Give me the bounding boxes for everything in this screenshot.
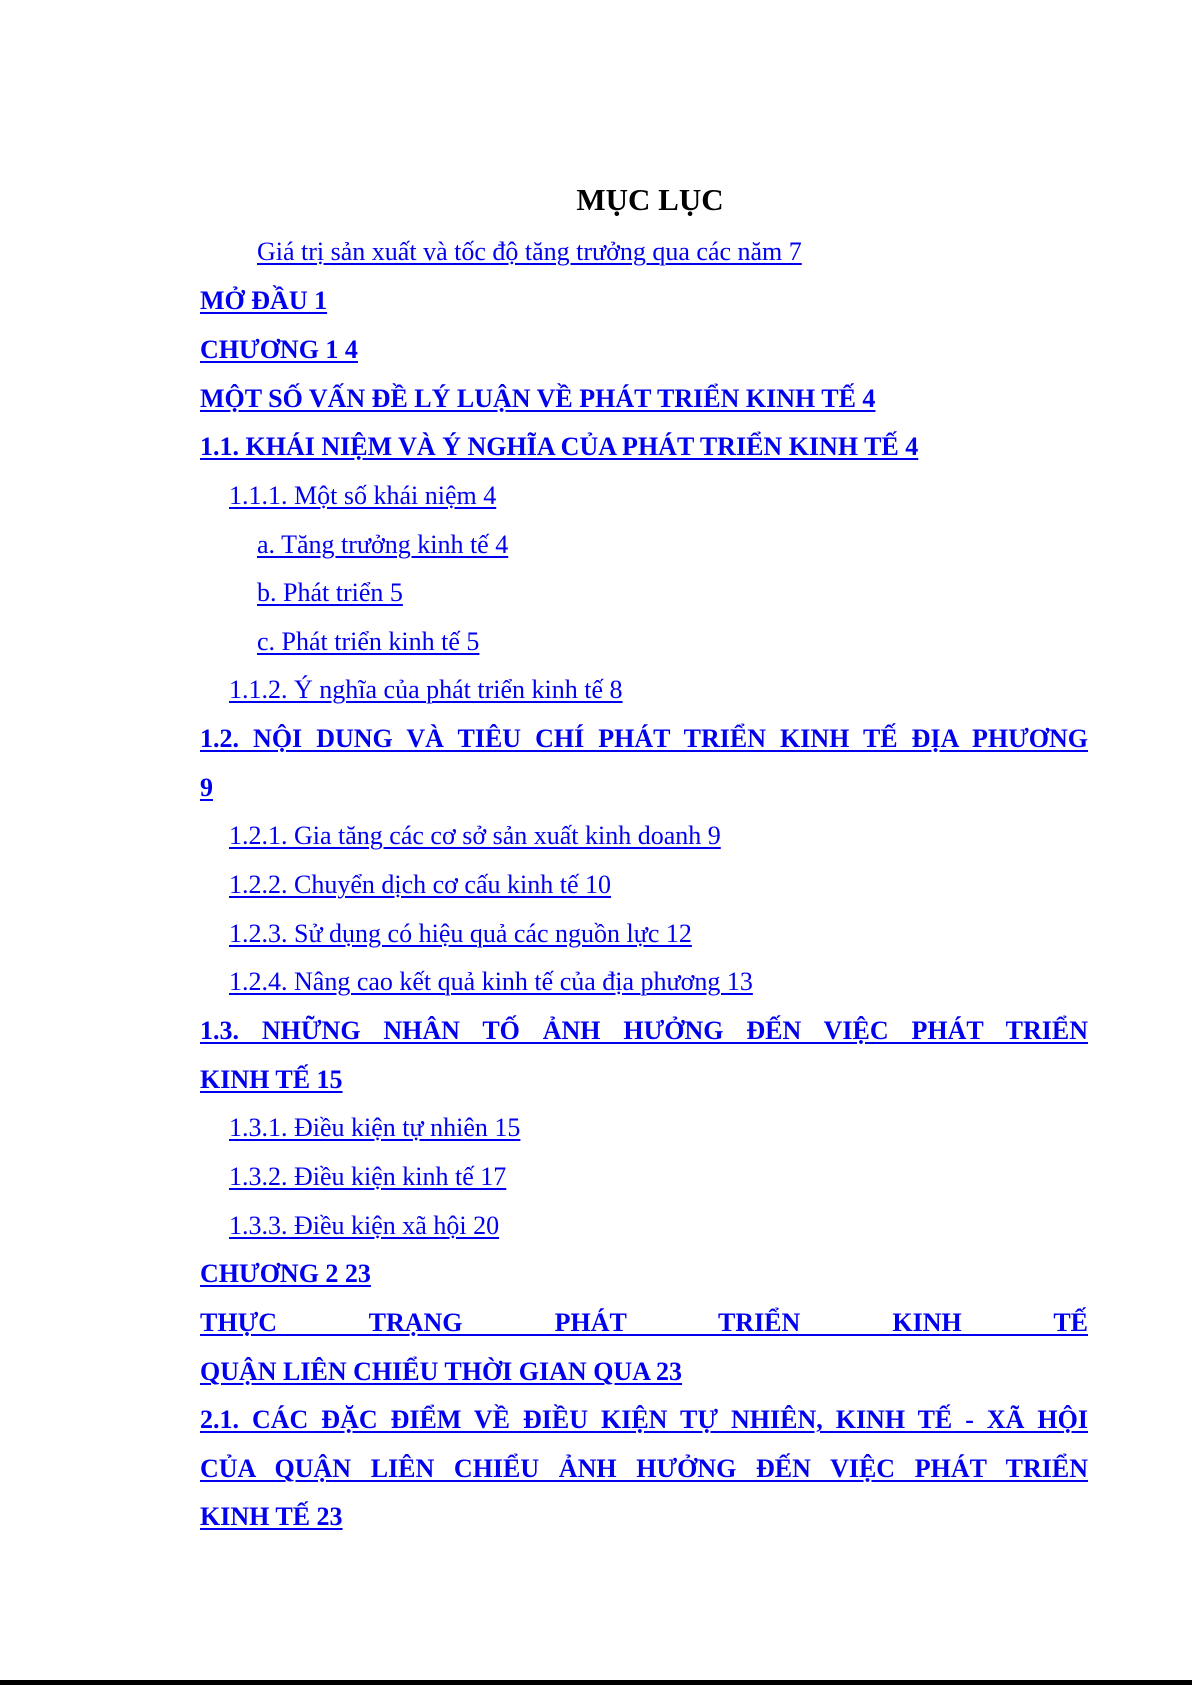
toc-entry-chapter-1-title[interactable]: MỘT SỐ VẤN ĐỀ LÝ LUẬN VỀ PHÁT TRIỂN KINH TẾ 4 (200, 384, 876, 413)
toc-entry-section-1-3-1[interactable]: 1.3.1. Điều kiện tự nhiên 15 (229, 1113, 521, 1142)
page-bottom-edge (0, 1680, 1192, 1685)
toc-entry-section-1-3-cont[interactable]: KINH TẾ 15 (200, 1065, 343, 1094)
toc-entry-introduction[interactable]: MỞ ĐẦU 1 (200, 286, 328, 315)
toc-entry-section-1-2-page[interactable]: 9 (200, 773, 213, 802)
toc-entry-section-1-1[interactable]: 1.1. KHÁI NIỆM VÀ Ý NGHĨA CỦA PHÁT TRIỂN KINH TẾ 4 (200, 432, 919, 461)
toc-entry-item-a[interactable]: a. Tăng trưởng kinh tế 4 (257, 530, 509, 559)
toc-entry-section-1-1-2[interactable]: 1.1.2. Ý nghĩa của phát triển kinh tế 8 (229, 675, 623, 704)
toc-entry-section-2-1-cont[interactable]: CỦA QUẬN LIÊN CHIỂU ẢNH HƯỞNG ĐẾN VIỆC PHÁT TRIỂN (200, 1454, 1088, 1483)
toc-entry-chapter-2-title[interactable]: THỰC TRẠNG PHÁT TRIỂN KINH TẾ (200, 1308, 1088, 1337)
toc-entry-section-1-3[interactable]: 1.3. NHỮNG NHÂN TỐ ẢNH HƯỞNG ĐẾN VIỆC PHÁT TRIỂN (200, 1016, 1088, 1045)
toc-title-container (200, 182, 1100, 218)
toc-entry-section-1-3-3[interactable]: 1.3.3. Điều kiện xã hội 20 (229, 1211, 500, 1240)
toc-entry-chapter-2-title-cont[interactable]: QUẬN LIÊN CHIỂU THỜI GIAN QUA 23 (200, 1357, 683, 1386)
toc-entry-section-1-2-2[interactable]: 1.2.2. Chuyển dịch cơ cấu kinh tế 10 (229, 870, 612, 899)
toc-entry-section-1-2-4[interactable]: 1.2.4. Nâng cao kết quả kinh tế của địa phương 13 (229, 967, 753, 996)
toc-entry-section-1-2-1[interactable]: 1.2.1. Gia tăng các cơ sở sản xuất kinh doanh 9 (229, 821, 721, 850)
toc-entry-section-2-1[interactable]: 2.1. CÁC ĐẶC ĐIỂM VỀ ĐIỀU KIỆN TỰ NHIÊN, KINH TẾ - XÃ HỘI (200, 1405, 1088, 1434)
toc-entry-section-1-3-2[interactable]: 1.3.2. Điều kiện kinh tế 17 (229, 1162, 507, 1191)
toc-entry-production-value[interactable]: Giá trị sản xuất và tốc độ tăng trưởng qua các năm 7 (257, 237, 802, 266)
toc-entry-chapter-2[interactable]: CHƯƠNG 2 23 (200, 1259, 371, 1288)
toc-entry-item-c[interactable]: c. Phát triển kinh tế 5 (257, 627, 480, 656)
toc-entry-section-1-1-1[interactable]: 1.1.1. Một số khái niệm 4 (229, 481, 497, 510)
toc-entry-item-b[interactable]: b. Phát triển 5 (257, 578, 403, 607)
toc-entry-section-1-2[interactable]: 1.2. NỘI DUNG VÀ TIÊU CHÍ PHÁT TRIỂN KINH TẾ ĐỊA PHƯƠNG (200, 724, 1088, 753)
toc-entry-section-1-2-3[interactable]: 1.2.3. Sử dụng có hiệu quả các nguồn lực 12 (229, 919, 692, 948)
toc-entry-chapter-1[interactable]: CHƯƠNG 1 4 (200, 335, 358, 364)
toc-entry-section-2-1-end[interactable]: KINH TẾ 23 (200, 1502, 343, 1531)
toc-title: MỤC LỤC (576, 182, 724, 217)
